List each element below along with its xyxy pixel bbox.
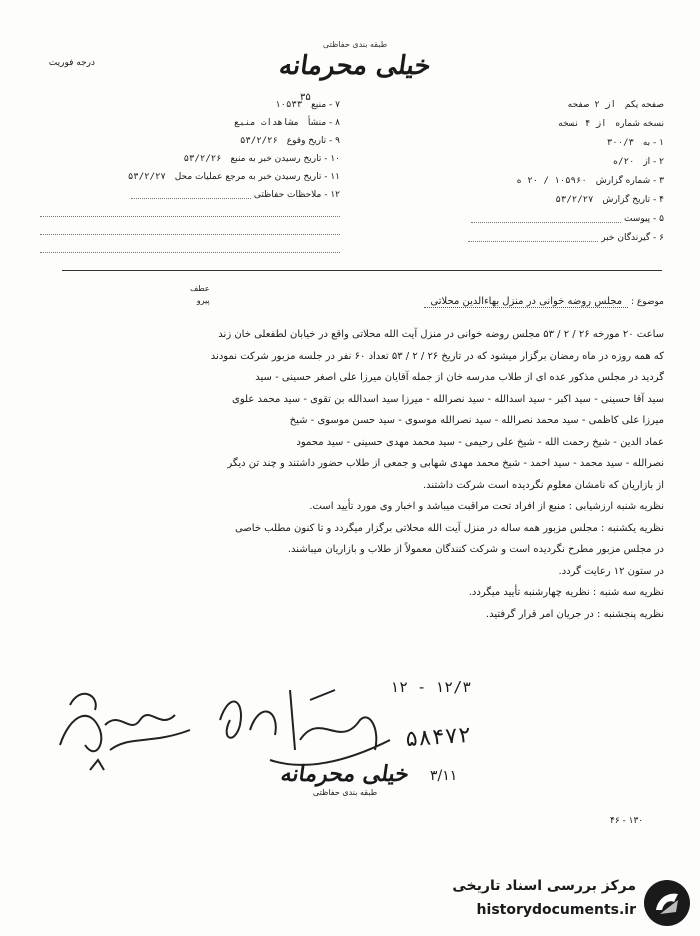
body-line: در ستون ۱۲ رعایت گردد.	[558, 565, 664, 577]
signature-note: ۳/۱۱	[430, 768, 458, 784]
field-row: ۴ - تاریخ گزارش ۵۳/۲/۲۷	[555, 195, 664, 205]
field-row: ۱۰ - تاریخ رسیدن خبر به منبع ۵۳/۲/۲۶	[183, 154, 340, 164]
field-row: ۱ - به ۳۰۰/۳	[606, 138, 664, 148]
classification-stamp-bottom	[265, 760, 425, 798]
body-line: نظریه پنجشنبه : در جریان امر قرار گرفتید.	[485, 608, 664, 620]
field-row: ۹ - تاریخ وقوع ۵۳/۲/۲۶	[239, 136, 340, 146]
body-line: سید آقا حسینی - سید اکبر - سید اسدالله - سید نصرالله - میرزا سید اسدالله بن تقوی - سید محمد علوی	[232, 393, 664, 405]
body-line: نظریه یکشنبه : مجلس مزبور همه ساله در منزل آیت الله محلاتی برگزار میگردد و تا کنون مطلب خاصی	[234, 522, 664, 534]
logo-url: historydocuments.ir	[476, 902, 636, 918]
urgency-label: درجه فوریت	[48, 58, 95, 68]
field-row: ۱۱ - تاریخ رسیدن خبر به مرجع عملیات محل ۵۳/۲/۲۷	[127, 172, 340, 182]
subject-label: موضوع	[636, 297, 664, 307]
field-row: ۳ - شماره گزارش ۱۰۵۹۶۰ / ۲۰ ه	[516, 176, 664, 186]
stamp-top-big: خیلی محرمانه	[277, 51, 433, 81]
body-line: میرزا علی کاظمی - سید محمد نصرالله - سید نصرالله موسوی - سید حسن موسوی - شیخ	[289, 415, 664, 426]
date-stamp: ۱۲ - ۱۲/۳	[390, 678, 472, 696]
stamp-bottom-small: طبقه بندی حفاظتی	[312, 788, 378, 797]
signature-left	[50, 675, 200, 789]
field-row: ۶ - گیرندگان خبر	[404, 231, 664, 245]
body-line: نظریه سه شنبه : نظریه چهارشنبه تأیید میگردد.	[468, 587, 664, 598]
logo-title: مرکز بررسی اسناد تاریخی	[452, 878, 636, 894]
number-stamp: ۵۸۴۷۲	[404, 722, 473, 753]
subject-value: مجلس روضه خوانی در منزل بهاءالدین محلاتی	[424, 296, 628, 308]
report-body	[32, 324, 664, 625]
field-row: صفحه یکم از ۲ صفحه	[567, 100, 664, 110]
stamp-bottom-big: خیلی محرمانه	[279, 761, 411, 787]
top-mark: ۳۵	[300, 92, 311, 103]
body-line: در مجلس مزبور مطرح نگردیده است و شرکت کنندگان معمولاً از طلاب و بازاریان میباشند.	[287, 544, 664, 555]
field-row: ۸ - منشأ مشاهدات منبع	[233, 118, 340, 128]
classification-stamp-top	[260, 40, 450, 90]
divider	[62, 270, 662, 271]
page-number: ۴۶ - ۱۳۰	[610, 816, 644, 826]
right-fields	[404, 98, 664, 245]
watermark-logo	[420, 874, 700, 936]
stamp-top-small: طبقه بندی حفاظتی	[322, 40, 388, 49]
field-row: ۷ - منبع ۱۰۵۳۳	[275, 100, 340, 110]
body-line: عماد الدین - شیخ رحمت الله - شیخ علی رحیمی - سید محمد مهدی حسینی - سید محمود	[296, 436, 664, 448]
left-fields	[30, 98, 340, 256]
field-row: نسخه شماره از ۴ نسخه	[557, 119, 664, 129]
body-line: نصرالله - سید محمد - سید احمد - شیخ محمد مهدی شهابی و جمعی از طلاب حضور داشتند و چند تن دیگر	[227, 458, 664, 469]
reference-box: عطف پیرو	[190, 284, 210, 305]
body-line: گردید در مجلس مذکور عده ای از طلاب مدرسه خان از جمله آقایان میرزا علی اصغر حسینی - سید	[255, 372, 664, 383]
body-line: که همه روزه در ماه رمضان برگزار میشود که در تاریخ ۲۶ / ۲ / ۵۳ تعداد ۶۰ نفر در جلسه مزبور شرکت نمودند	[210, 350, 664, 362]
body-line: از بازاریان که نامشان معلوم نگردیده است شرکت داشتند.	[422, 479, 664, 491]
field-row: ۵ - پیوست	[404, 212, 664, 226]
field-row: ۲ - از ۲۰/ه	[612, 157, 664, 167]
field-row: ۱۲ - ملاحظات حفاظتی	[30, 188, 340, 202]
subject-line: موضوع : مجلس روضه خوانی در منزل بهاءالدین محلاتی	[424, 296, 664, 308]
body-line: ساعت ۲۰ مورخه ۲۶ / ۲ / ۵۳ مجلس روضه خوانی در منزل آیت الله محلاتی واقع در خیابان لطفعلی خان زند	[218, 329, 664, 340]
logo-emblem-icon	[644, 880, 690, 926]
body-line: نظریه شنبه ارزشیابی : منبع از افراد تحت مراقبت میباشد و اخبار وی مورد تأیید است.	[309, 501, 664, 512]
